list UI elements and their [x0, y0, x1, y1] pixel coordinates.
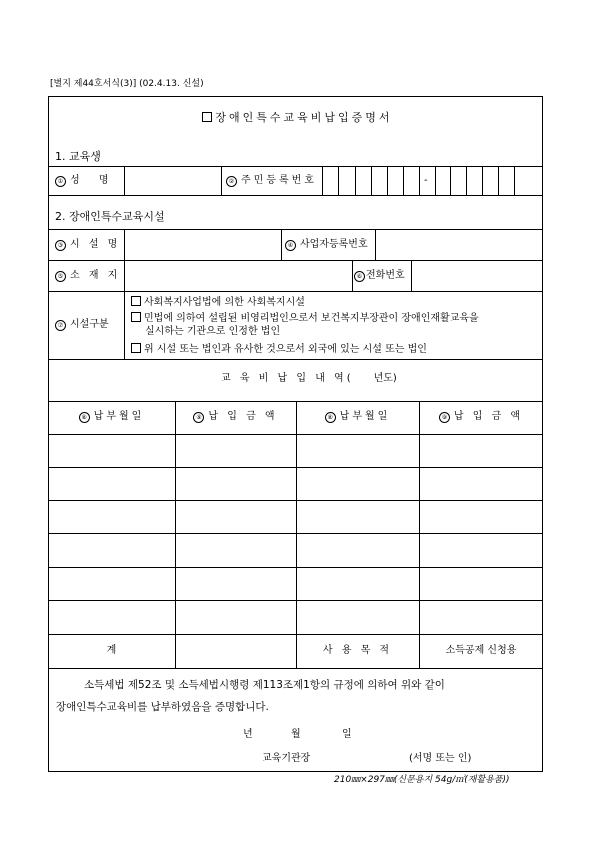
- col-amount-1: ⑨ 납 입 금 액: [175, 412, 296, 423]
- facility-type-label: ⑦ 시설구분: [55, 320, 109, 331]
- payment-date-cells-1[interactable]: [49, 435, 174, 633]
- amount-cells-1[interactable]: [176, 435, 295, 633]
- checkbox-icon[interactable]: [131, 343, 141, 353]
- date-year: 년: [243, 729, 253, 740]
- amount-cells-2[interactable]: [420, 435, 542, 633]
- col-payment-date-2: ⑧ 납부월일: [296, 412, 419, 423]
- facility-name-label: ③ 시 설 명: [55, 240, 120, 251]
- bizno-field[interactable]: [377, 231, 542, 258]
- total-label: 계: [106, 645, 117, 656]
- institution-head-label: 교육기관장: [262, 753, 311, 764]
- address-label: ⑤ 소 재 지: [55, 271, 120, 282]
- phone-field[interactable]: [413, 262, 542, 289]
- col-amount-2: ⑨ 납 입 금 액: [419, 412, 543, 423]
- date-month: 월: [291, 729, 301, 740]
- form-reference: [별지 제44호서식(3)] (02.4.13. 신설): [50, 79, 204, 89]
- rrn-label: ② 주민등록번호: [226, 176, 317, 187]
- bizno-label: ④ 사업자등록번호: [285, 240, 368, 251]
- rrn-dash: -: [424, 175, 428, 186]
- section1-heading: 1. 교육생: [55, 150, 101, 163]
- purpose-value: 소득공제 신청용: [445, 645, 517, 656]
- purpose-label: 사 용 목 적: [322, 645, 393, 656]
- checkbox-icon[interactable]: [131, 296, 141, 306]
- signature-label: (서명 또는 인): [409, 753, 472, 764]
- phone-label: ⑥ 전화번호: [354, 271, 405, 282]
- section2-heading: 2. 장애인특수교육시설: [55, 210, 165, 223]
- paper-spec: 210㎜×297㎜(신문용지 54g/㎡(재활용품)): [334, 775, 510, 785]
- type-option-nonprofit[interactable]: 민법에 의하여 설립된 비영리법인으로서 보건복지부장관이 장애인재활교육을: [131, 312, 479, 324]
- payment-header: 교 육 비 납 입 내 역( 년도): [221, 373, 397, 384]
- name-label: ① 성 명: [55, 176, 117, 187]
- type-option-foreign[interactable]: 위 시설 또는 법인과 유사한 것으로서 외국에 있는 시설 또는 법인: [131, 343, 427, 355]
- total-amount-field[interactable]: [176, 635, 295, 667]
- type-option-nonprofit-cont: 실시하는 기관으로 인정한 법인: [145, 326, 281, 337]
- name-field[interactable]: [126, 168, 220, 193]
- checkbox-icon[interactable]: [131, 312, 141, 322]
- type-option-social-welfare[interactable]: 사회복지사업법에 의한 사회복지시설: [131, 296, 305, 308]
- payment-date-cells-2[interactable]: [297, 435, 418, 633]
- title-checkbox-icon: [202, 112, 212, 122]
- rrn-field[interactable]: [323, 168, 542, 193]
- col-payment-date-1: ⑧ 납부월일: [48, 412, 175, 423]
- certification-line2: 장애인특수교육비를 납부하였음을 증명합니다.: [56, 701, 269, 713]
- certification-line1: 소득세법 제52조 및 소득세법시행령 제113조제1항의 규정에 의하여 위와 같이: [84, 679, 445, 691]
- date-day: 일: [342, 729, 352, 740]
- facility-name-field[interactable]: [126, 231, 280, 258]
- form-title: 장애인특수교육비납입증명서: [0, 112, 595, 123]
- address-field[interactable]: [126, 262, 350, 289]
